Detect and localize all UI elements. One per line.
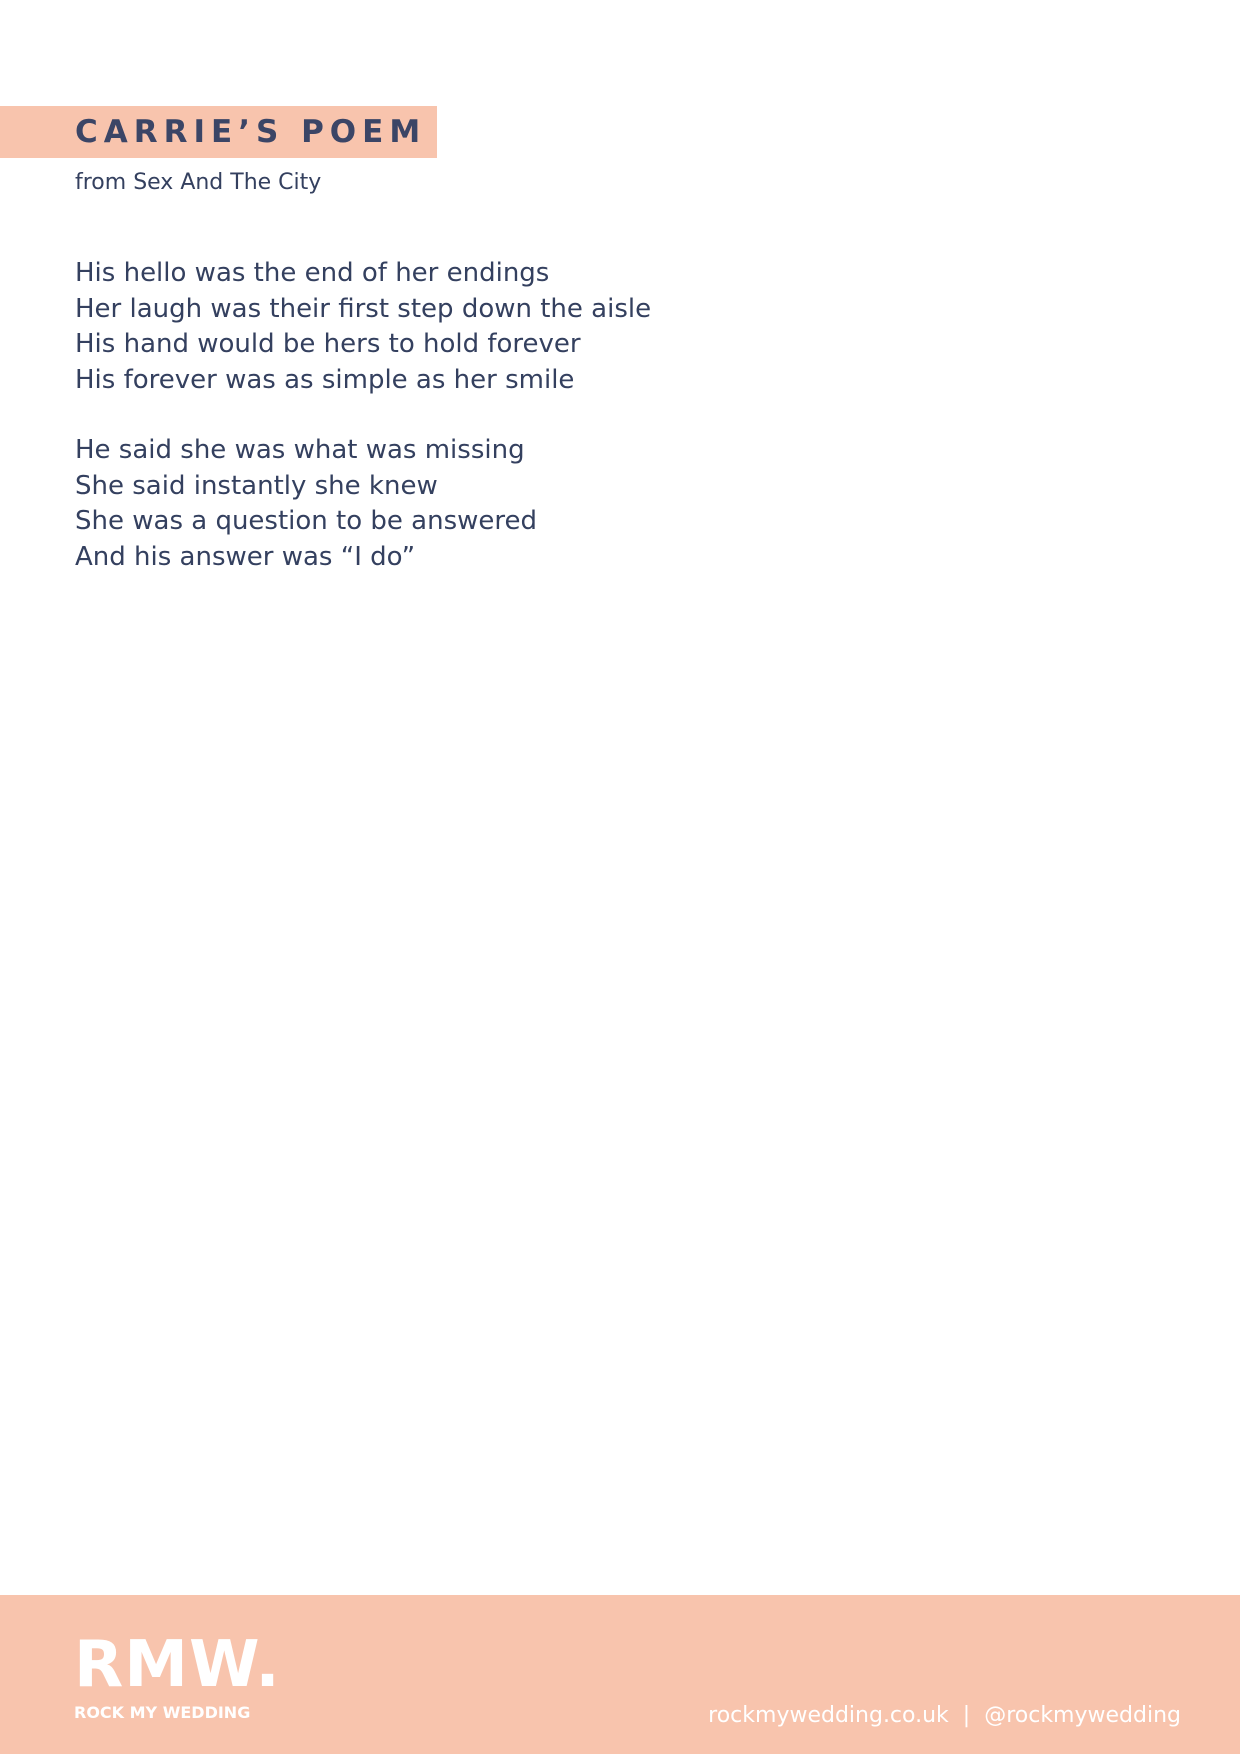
footer-separator: | (962, 1703, 971, 1728)
footer-band (0, 1595, 1240, 1754)
logo-mark: RMW. (74, 1628, 281, 1702)
website-link[interactable]: rockmywedding.co.uk (708, 1703, 949, 1728)
page-subtitle: from Sex And The City (75, 170, 322, 195)
poem-line: Her laugh was their first step down the aisle (75, 293, 652, 324)
page-title: CARRIE’S POEM (75, 114, 427, 150)
social-handle-link[interactable]: @rockmywedding (984, 1703, 1181, 1728)
poem-line: His forever was as simple as her smile (75, 364, 575, 395)
poem-line: She was a question to be answered (75, 506, 538, 536)
logo-wordmark: ROCK MY WEDDING (74, 1703, 251, 1722)
poem-line: His hand would be hers to hold forever (75, 329, 581, 359)
poem-line: And his answer was “I do” (75, 541, 416, 572)
poem-line: She said instantly she knew (75, 470, 438, 501)
poem-stanza-1 (75, 256, 651, 398)
rmw-logo (74, 1628, 281, 1723)
poem-body (75, 256, 651, 610)
footer-links (708, 1701, 1181, 1731)
poem-line: He said she was what was missing (75, 435, 525, 465)
poem-line: His hello was the end of her endings (75, 258, 550, 288)
poem-stanza-2 (75, 433, 651, 575)
